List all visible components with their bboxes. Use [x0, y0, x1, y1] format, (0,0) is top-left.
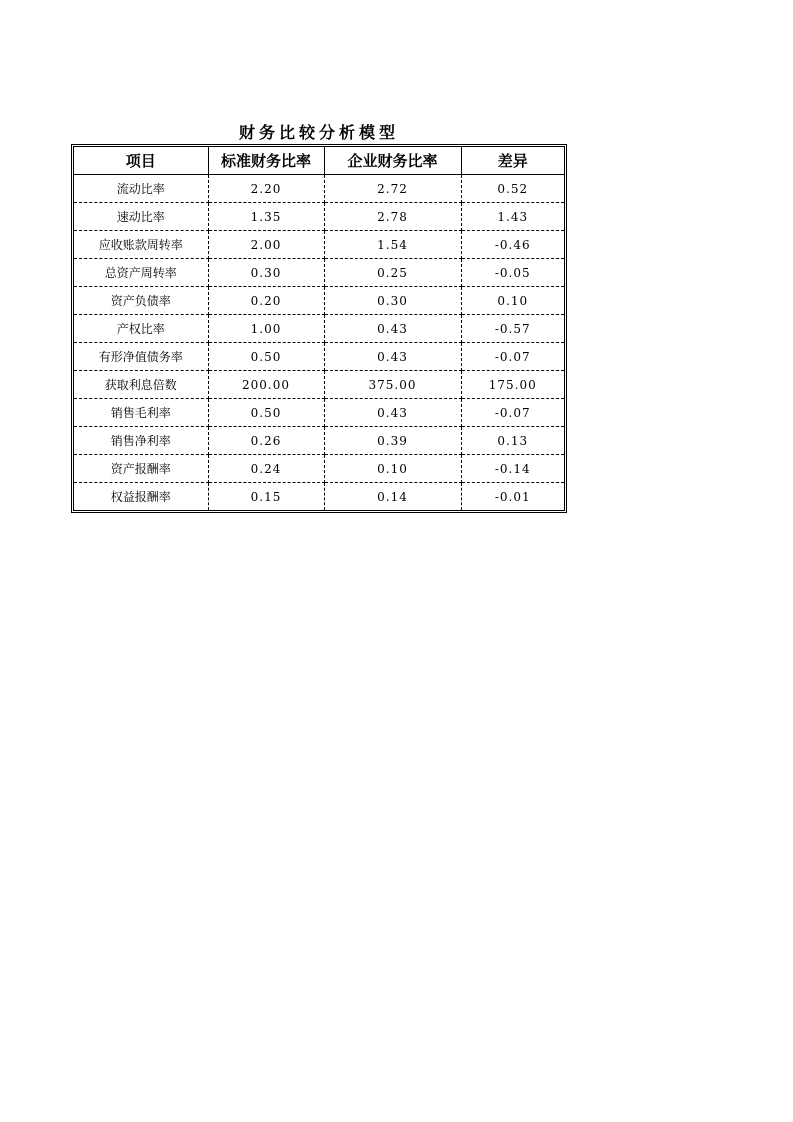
cell-standard-ratio: 0.26 — [208, 427, 324, 455]
cell-standard-ratio: 2.00 — [208, 231, 324, 259]
cell-standard-ratio: 1.35 — [208, 203, 324, 231]
cell-standard-ratio: 0.50 — [208, 399, 324, 427]
cell-item: 资产负债率 — [74, 287, 208, 315]
cell-enterprise-ratio: 1.54 — [324, 231, 461, 259]
cell-item: 应收账款周转率 — [74, 231, 208, 259]
cell-enterprise-ratio: 0.10 — [324, 455, 461, 483]
cell-difference: -0.57 — [461, 315, 564, 343]
header-row — [74, 147, 564, 175]
table-row — [74, 399, 564, 427]
cell-item: 资产报酬率 — [74, 455, 208, 483]
header-item: 项目 — [74, 147, 208, 175]
cell-standard-ratio: 0.50 — [208, 343, 324, 371]
table-row — [74, 483, 564, 511]
cell-item: 权益报酬率 — [74, 483, 208, 511]
cell-difference: 0.52 — [461, 175, 564, 203]
cell-enterprise-ratio: 2.78 — [324, 203, 461, 231]
cell-standard-ratio: 2.20 — [208, 175, 324, 203]
cell-enterprise-ratio: 0.43 — [324, 399, 461, 427]
cell-enterprise-ratio: 0.43 — [324, 315, 461, 343]
header-enterprise-ratio: 企业财务比率 — [324, 147, 461, 175]
table-row — [74, 427, 564, 455]
cell-difference: 0.10 — [461, 287, 564, 315]
page-title: 财务比较分析模型 — [238, 123, 399, 142]
table-row — [74, 343, 564, 371]
cell-standard-ratio: 0.30 — [208, 259, 324, 287]
cell-item: 销售净利率 — [74, 427, 208, 455]
cell-difference: 175.00 — [461, 371, 564, 399]
cell-standard-ratio: 200.00 — [208, 371, 324, 399]
table-row — [74, 231, 564, 259]
cell-difference: -0.14 — [461, 455, 564, 483]
cell-difference: -0.01 — [494, 489, 531, 504]
cell-enterprise-ratio: 0.30 — [324, 287, 461, 315]
cell-enterprise-ratio: 0.43 — [324, 343, 461, 371]
header-standard-ratio: 标准财务比率 — [208, 147, 324, 175]
cell-enterprise-ratio: 0.39 — [324, 427, 461, 455]
table-row — [74, 455, 564, 483]
cell-standard-ratio: 0.15 — [208, 483, 324, 511]
ratio-table-frame — [71, 144, 567, 513]
cell-item: 产权比率 — [74, 315, 208, 343]
table-row — [74, 287, 564, 315]
header-difference: 差异 — [461, 147, 564, 175]
table-row — [74, 371, 564, 399]
cell-difference: -0.05 — [461, 259, 564, 287]
ratio-table — [74, 147, 564, 510]
table-row — [74, 315, 564, 343]
cell-item: 有形净值债务率 — [74, 343, 208, 371]
cell-difference: -0.46 — [461, 231, 564, 259]
cell-enterprise-ratio: 0.25 — [324, 259, 461, 287]
cell-enterprise-ratio: 375.00 — [324, 371, 461, 399]
cell-item: 流动比率 — [74, 175, 208, 203]
table-row — [74, 203, 564, 231]
cell-item: 销售毛利率 — [74, 399, 208, 427]
cell-difference: 1.43 — [461, 203, 564, 231]
cell-difference: -0.07 — [461, 343, 564, 371]
cell-item: 获取利息倍数 — [74, 371, 208, 399]
cell-enterprise-ratio: 0.14 — [324, 483, 461, 511]
cell-enterprise-ratio: 2.72 — [324, 175, 461, 203]
cell-difference: 0.13 — [461, 427, 564, 455]
cell-difference: -0.07 — [461, 399, 564, 427]
cell-standard-ratio: 0.20 — [208, 287, 324, 315]
cell-standard-ratio: 1.00 — [208, 315, 324, 343]
table-header — [74, 147, 564, 175]
table-body — [74, 175, 564, 511]
cell-item: 速动比率 — [74, 203, 208, 231]
cell-item: 总资产周转率 — [74, 259, 208, 287]
cell-standard-ratio: 0.24 — [208, 455, 324, 483]
table-row — [74, 259, 564, 287]
table-row — [74, 175, 564, 203]
